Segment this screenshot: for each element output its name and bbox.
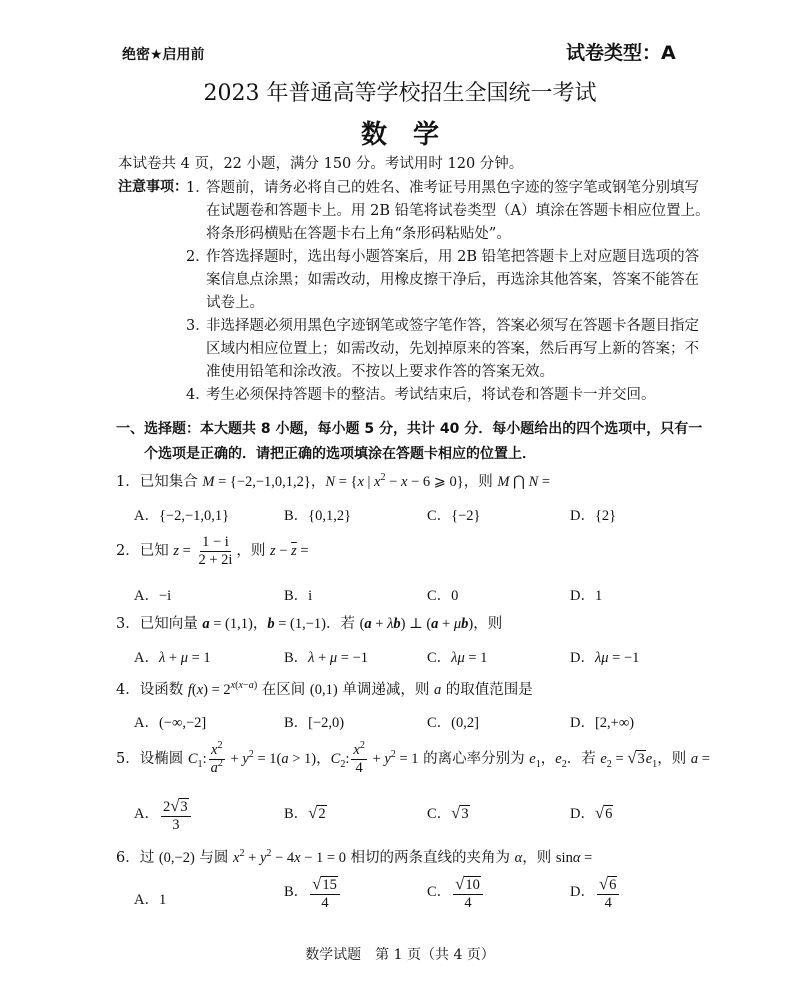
question-number: 4． (116, 682, 140, 698)
note-line: 区域内相应位置上；如需改动，先划掉原来的答案，然后再写上新的答案；不 (206, 341, 699, 357)
note-number: 2． (186, 249, 210, 265)
option-c: C． √ 3 (427, 803, 469, 822)
option-d: D． √ 6 (570, 803, 613, 822)
note-line: 非选择题必须用黑色字迹钢笔或签字笔作答，答案必须写在答题卡各题目指定 (206, 318, 699, 334)
paper-type: 试卷类型：A (566, 42, 676, 64)
secret-label: 绝密★启用前 (122, 47, 205, 63)
question-5: 5．设椭圆 $C_1$: $\frac{x^2}{a^2}$ + $y^2 = 1(a > 1)$，$C_2$: $\frac{x^2}{4}$ + $y^2 = 1$ 的离心率分别为 $e_1$，$e_2$．若 $e_2$ = √ 3 $e_1$，则 a = (116, 740, 710, 776)
option-a: A．{−2,−1,0,1} (134, 508, 230, 524)
fraction: $\frac{1 - i}{2 + 2i}$ (198, 534, 233, 568)
option-b: B．[−2,0) (284, 715, 345, 731)
note-number: 4． (186, 387, 210, 403)
option-c: C．λμ = 1 (427, 650, 488, 666)
option-d: D．λμ = −1 (570, 650, 640, 666)
option-b: B．i (284, 588, 313, 604)
exam-title: 2023 年普通高等学校招生全国统一考试 (203, 81, 597, 106)
option-a: A．λ + μ = 1 (134, 650, 211, 666)
option-d: D．[2,+∞) (570, 715, 635, 731)
note-line: 准使用铅笔和涂改液。不按以上要求作答的答案无效。 (206, 364, 554, 380)
question-number: 5． (116, 751, 140, 768)
question-1: 1．已知集合 M = {−2,−1,0,1,2}，N = {x | $x^2 - x - 6$ ⩾ 0}，则 M ⋂ N = (116, 472, 551, 490)
note-line: 答题前，请务必将自己的姓名、准考证号用黑色字迹的签字笔或钢笔分别填写 (206, 180, 699, 196)
question-3: 3．已知向量 a = (1,1)，b = (1,−1)．若 (a + λb) ⊥ (a + μb)，则 (116, 616, 503, 632)
option-b: B． √ 15 4 (284, 874, 342, 911)
exam-intro: 本试卷共 4 页，22 小题，满分 150 分。考试用时 120 分钟。 (118, 156, 524, 172)
question-6: 6．过 (0,−2) 与圆 $x^2 + y^2 - 4x - 1 = 0$ 相切的两条直线的夹角为 α，则 sinα = (116, 848, 593, 866)
option-b: B．λ + μ = −1 (284, 650, 369, 666)
note-number: 1． (186, 180, 210, 196)
notes-label: 注意事项： (118, 179, 188, 195)
option-c: C．0 (427, 588, 459, 604)
section-heading-cont: 个选项是正确的．请把正确的选项填涂在答题卡相应的位置上． (144, 446, 536, 462)
question-number: 3． (116, 616, 140, 632)
option-a: A． 2 √ 3 3 (134, 796, 193, 833)
note-line: 考生必须保持答题卡的整洁。考试结束后，将试卷和答题卡一并交回。 (206, 387, 656, 403)
note-number: 3． (186, 318, 210, 334)
option-a: A．−i (134, 588, 172, 604)
question-number: 6． (116, 850, 140, 866)
note-line: 将条形码横贴在答题卡右上角“条形码粘贴处”。 (206, 226, 511, 242)
option-c: C．{−2} (427, 508, 481, 524)
page-footer: 数学试题 第 1 页（共 4 页） (305, 947, 495, 963)
option-a: A．(−∞,−2] (134, 715, 207, 731)
option-d: D．1 (570, 588, 603, 604)
note-line: 案信息点涂黑；如需改动，用橡皮擦干净后，再选涂其他答案，答案不能答在 (206, 272, 699, 288)
note-line: 在试题卷和答题卡上。用 2B 铅笔将试卷类型（A）填涂在答题卡相应位置上。 (206, 203, 710, 219)
option-c: C．(0,2] (427, 715, 479, 731)
option-a: A．1 (134, 892, 167, 908)
subject-title: 数 学 (360, 120, 439, 150)
note-line: 试卷上。 (206, 295, 264, 311)
section-heading: 一、选择题：本大题共 8 小题，每小题 5 分，共计 40 分．每小题给出的四个选项中，只有一 (116, 421, 703, 437)
option-d: D． √ 6 4 (570, 874, 621, 911)
question-number: 2． (116, 543, 140, 560)
option-c: C． √ 10 4 (427, 874, 485, 911)
option-b: B． √ 2 (284, 803, 326, 822)
note-line: 作答选择题时，选出每小题答案后，用 2B 铅笔把答题卡上对应题目选项的答 (206, 249, 700, 265)
question-4: 4．设函数 $f(x) = 2^{x(x-a)}$ 在区间 (0,1) 单调递减，则 a 的取值范围是 (116, 680, 533, 698)
question-number: 1． (116, 474, 140, 490)
option-d: D．{2} (570, 508, 617, 524)
option-b: B．{0,1,2} (284, 508, 352, 524)
question-2: 2．已知 z = $\frac{1 - i}{2 + 2i}$ ，则 $z - \overline{z}$ = (116, 534, 309, 568)
